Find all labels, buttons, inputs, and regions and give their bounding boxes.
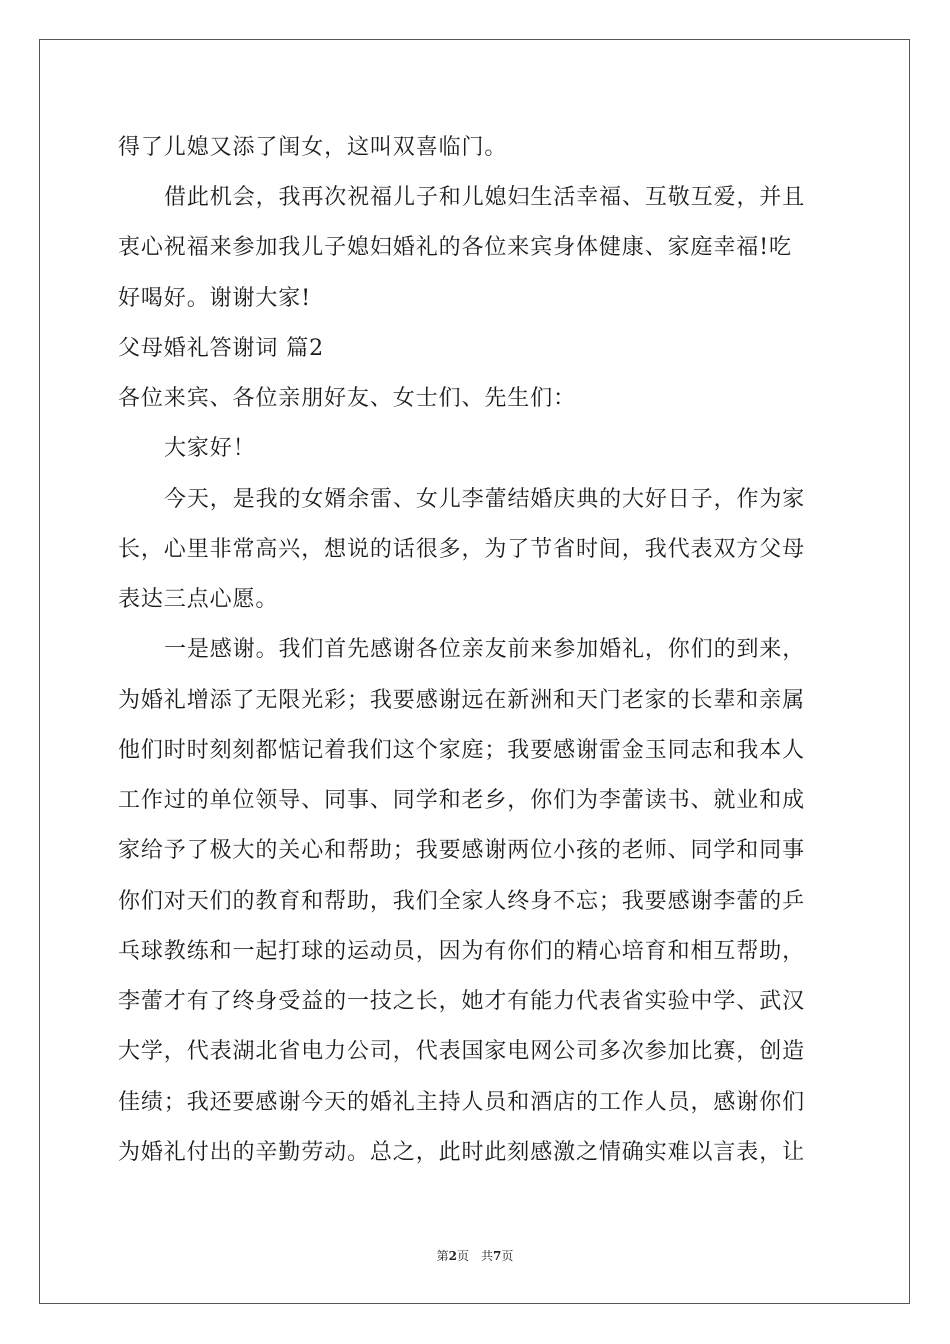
text-line: 得了儿媳又添了闺女，这叫双喜临门。	[118, 135, 508, 160]
text-line: 表达三点心愿。	[118, 587, 279, 612]
total-page-number: 7	[493, 1249, 502, 1263]
text-line: 佳绩；我还要感谢今天的婚礼主持人员和酒店的工作人员，感谢你们	[118, 1090, 806, 1115]
page-prefix: 第	[436, 1249, 449, 1263]
page-footer	[0, 1247, 950, 1264]
text-line: 为婚礼增添了无限光彩；我要感谢远在新洲和天门老家的长辈和亲属	[118, 688, 806, 713]
text-line: 你们对天们的教育和帮助，我们全家人终身不忘；我要感谢李蕾的乒	[118, 889, 806, 914]
text-line: 长，心里非常高兴，想说的话很多，为了节省时间，我代表双方父母	[118, 537, 806, 562]
text-line: 他们时时刻刻都惦记着我们这个家庭；我要感谢雷金玉同志和我本人	[118, 738, 806, 763]
text-line: 今天，是我的女婿余雷、女儿李蕾结婚庆典的大好日子，作为家	[164, 487, 806, 512]
text-line: 工作过的单位领导、同事、同学和老乡，你们为李蕾读书、就业和成	[118, 788, 806, 813]
text-line: 好喝好。谢谢大家!	[118, 286, 311, 311]
page-suffix: 页	[501, 1249, 514, 1263]
salutation: 各位来宾、各位亲朋好友、女士们、先生们：	[118, 386, 577, 411]
page-mid: 页 共	[456, 1249, 493, 1263]
text-line: 大学，代表湖北省电力公司，代表国家电网公司多次参加比赛，创造	[118, 1039, 806, 1064]
text-line: 李蕾才有了终身受益的一技之长，她才有能力代表省实验中学、武汉	[118, 989, 806, 1014]
section-heading: 父母婚礼答谢词 篇2	[118, 336, 324, 361]
text-line: 家给予了极大的关心和帮助；我要感谢两位小孩的老师、同学和同事	[118, 838, 806, 863]
text-line: 一是感谢。我们首先感谢各位亲友前来参加婚礼，你们的到来，	[164, 637, 806, 662]
text-line: 乓球教练和一起打球的运动员，因为有你们的精心培育和相互帮助，	[118, 939, 806, 964]
text-line: 衷心祝福来参加我儿子媳妇婚礼的各位来宾身体健康、家庭幸福!吃	[118, 235, 792, 260]
current-page-number: 2	[448, 1249, 457, 1263]
text-line: 为婚礼付出的辛勤劳动。总之，此时此刻感激之情确实难以言表，让	[118, 1140, 806, 1165]
text-line: 借此机会，我再次祝福儿子和儿媳妇生活幸福、互敬互爱，并且	[164, 185, 806, 210]
greeting: 大家好！	[164, 436, 256, 461]
